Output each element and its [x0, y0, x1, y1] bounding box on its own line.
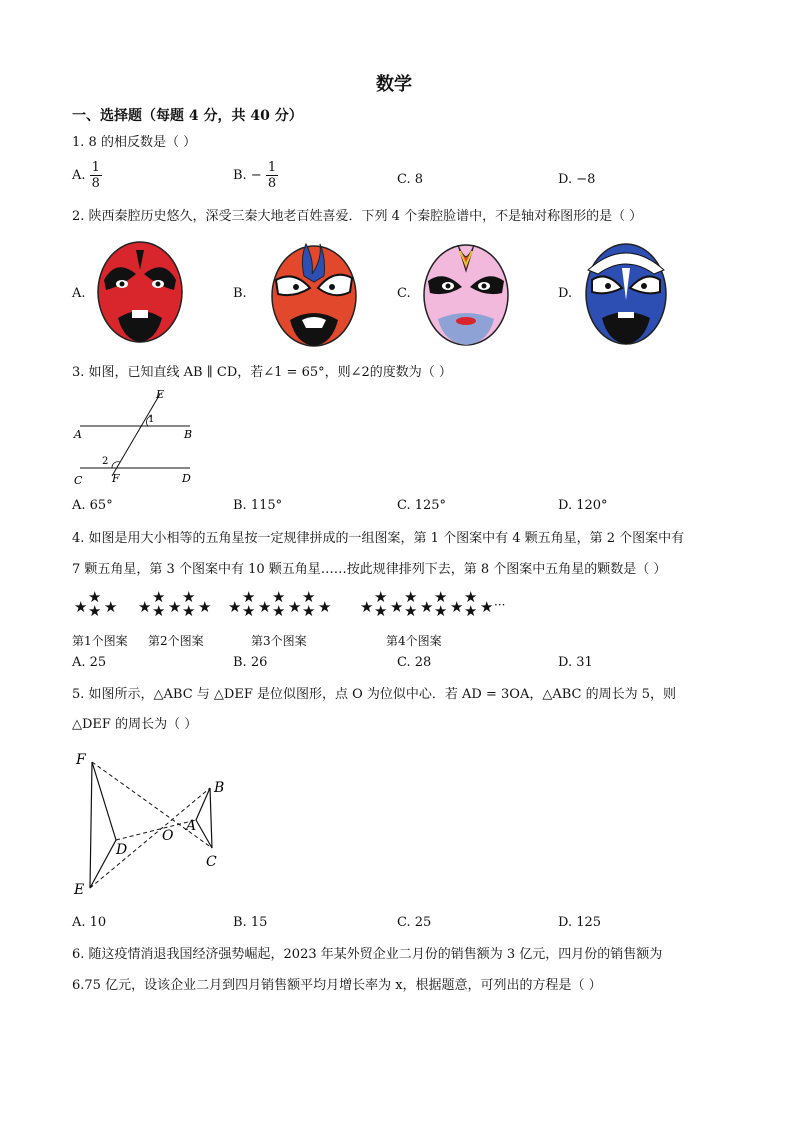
fraction — [90, 160, 102, 191]
pattern-ellipsis: ··· — [494, 598, 506, 612]
question-6-stem-line2: 6.75 亿元，设该企业二月到四月销售额平均月增长率为 x，根据题意，可列出的方程是（ ） — [72, 978, 602, 993]
question-4-stem-line1: 4. 如图是用大小相等的五角星按一定规律拼成的一组图案，第 1 个图案中有 4 颗五角星，第 2 个图案中有 — [72, 531, 685, 546]
q1-option-a[interactable] — [72, 160, 102, 191]
q3-option-c[interactable]: C. 125° — [397, 498, 447, 513]
star-icon: ★ — [74, 598, 89, 616]
star-icon: ★ — [374, 588, 389, 606]
q2-option-b-label[interactable]: B. — [233, 286, 247, 301]
q5-option-a[interactable]: A. 10 — [72, 915, 107, 930]
option-label: D. — [558, 172, 573, 187]
star-icon: ★ — [168, 598, 183, 616]
numerator: 1 — [91, 160, 100, 175]
line-ef — [112, 394, 160, 476]
star-icon: ★ — [450, 598, 465, 616]
q4-option-a[interactable]: A. 25 — [72, 655, 107, 670]
star-icon: ★ — [272, 602, 287, 620]
star-icon: ★ — [182, 588, 197, 606]
star-icon: ★ — [302, 602, 317, 620]
star-icon: ★ — [480, 598, 495, 616]
option-label: C. — [397, 172, 411, 187]
line-da — [116, 820, 196, 840]
opera-mask-a-image — [92, 240, 188, 344]
q4-option-d[interactable]: D. 31 — [558, 655, 593, 670]
star-icon: ★ — [198, 598, 213, 616]
q1-option-c[interactable] — [397, 172, 423, 187]
star-icon: ★ — [434, 588, 449, 606]
question-5-stem-line1: 5. 如图所示，△ABC 与 △DEF 是位似图形，点 O 为位似中心．若 AD = 3OA，△ABC 的周长为 5，则 — [72, 687, 676, 702]
option-text: 8 — [414, 172, 424, 187]
option-label: B. — [233, 168, 247, 183]
denominator: 8 — [91, 176, 100, 191]
q3-option-b[interactable]: B. 115° — [233, 498, 283, 513]
star-icon: ★ — [152, 602, 167, 620]
label-f: F — [76, 752, 86, 768]
caption-pattern-1: 第1个图案 — [72, 634, 128, 648]
option-text: −8 — [576, 172, 596, 187]
star-icon: ★ — [88, 588, 103, 606]
label-d: D — [116, 842, 128, 858]
q4-option-b[interactable]: B. 26 — [233, 655, 268, 670]
star-icon: ★ — [138, 598, 153, 616]
star-icon: ★ — [152, 588, 167, 606]
question-4-stem-line2: 7 颗五角星，第 3 个图案中有 10 颗五角星……按此规律排列下去，第 8 个图案中五角星的颗数是（ ） — [72, 562, 667, 577]
question-2-stem: 2. 陕西秦腔历史悠久，深受三秦大地老百姓喜爱．下列 4 个秦腔脸谱中，不是轴对称图形的是（ ） — [72, 209, 643, 224]
q3-parallel-lines-figure — [70, 386, 200, 486]
star-icon: ★ — [404, 602, 419, 620]
q2-option-a-label[interactable]: A. — [72, 286, 86, 301]
q3-option-d[interactable]: D. 120° — [558, 498, 608, 513]
label-e: E — [74, 882, 85, 898]
star-icon: ★ — [182, 602, 197, 620]
label-angle-2: 2 — [102, 456, 109, 467]
star-icon: ★ — [404, 588, 419, 606]
label-c: C — [206, 854, 217, 870]
label-b: B — [214, 780, 225, 796]
star-icon: ★ — [104, 598, 119, 616]
q3-option-a[interactable]: A. 65° — [72, 498, 113, 513]
question-3-stem: 3. 如图，已知直线 AB ∥ CD，若∠1 = 65°，则∠2的度数为（ ） — [72, 365, 452, 380]
caption-pattern-3: 第3个图案 — [251, 634, 307, 648]
label-f: F — [112, 472, 120, 485]
label-c: C — [74, 474, 83, 486]
q5-option-d[interactable]: D. 125 — [558, 915, 602, 930]
q1-option-d[interactable] — [558, 172, 595, 187]
caption-pattern-2: 第2个图案 — [148, 634, 204, 648]
line-fc — [92, 762, 212, 848]
minus-sign: − — [250, 168, 262, 183]
q5-option-c[interactable]: C. 25 — [397, 915, 432, 930]
label-a: A — [74, 428, 82, 441]
question-1-stem: 1. 8 的相反数是（ ） — [72, 135, 197, 150]
triangle-abc — [196, 788, 212, 848]
q5-homothety-figure — [70, 748, 240, 900]
star-icon: ★ — [420, 598, 435, 616]
star-icon: ★ — [258, 598, 273, 616]
opera-mask-b-image — [266, 240, 362, 348]
label-e: E — [156, 388, 165, 401]
star-icon: ★ — [302, 588, 317, 606]
question-5-stem-line2: △DEF 的周长为（ ） — [72, 717, 198, 732]
numerator: 1 — [267, 160, 277, 175]
question-6-stem-line1: 6. 随这疫情消退我国经济强势崛起，2023 年某外贸企业二月份的销售额为 3 亿元，四月份的销售额为 — [72, 947, 663, 962]
section-heading: 一、选择题（每题 4 分，共 40 分） — [72, 108, 303, 124]
label-o: O — [162, 828, 174, 844]
opera-mask-c-image — [418, 237, 514, 347]
q2-option-d-label[interactable]: D. — [558, 286, 573, 301]
page-title: 数学 — [376, 74, 412, 95]
star-icon: ★ — [374, 602, 389, 620]
star-icon: ★ — [242, 602, 257, 620]
star-icon: ★ — [228, 598, 243, 616]
star-icon: ★ — [318, 598, 333, 616]
star-icon: ★ — [242, 588, 257, 606]
label-b: B — [184, 428, 193, 441]
star-icon: ★ — [88, 602, 103, 620]
star-icon: ★ — [434, 602, 449, 620]
star-icon: ★ — [288, 598, 303, 616]
fraction — [266, 160, 278, 191]
denominator: 8 — [267, 176, 277, 191]
caption-pattern-4: 第4个图案 — [386, 634, 442, 648]
label-a: A — [186, 818, 197, 834]
star-icon: ★ — [272, 588, 287, 606]
star-icon: ★ — [464, 588, 479, 606]
star-icon: ★ — [360, 598, 375, 616]
star-icon: ★ — [390, 598, 405, 616]
label-d: D — [182, 472, 191, 485]
q5-option-b[interactable]: B. 15 — [233, 915, 268, 930]
opera-mask-d-image — [580, 240, 672, 346]
q2-option-c-label[interactable]: C. — [397, 286, 411, 301]
option-label: A. — [72, 168, 86, 183]
label-angle-1: 1 — [148, 414, 155, 425]
star-icon: ★ — [464, 602, 479, 620]
q1-option-b[interactable] — [233, 160, 278, 191]
q4-option-c[interactable]: C. 28 — [397, 655, 432, 670]
